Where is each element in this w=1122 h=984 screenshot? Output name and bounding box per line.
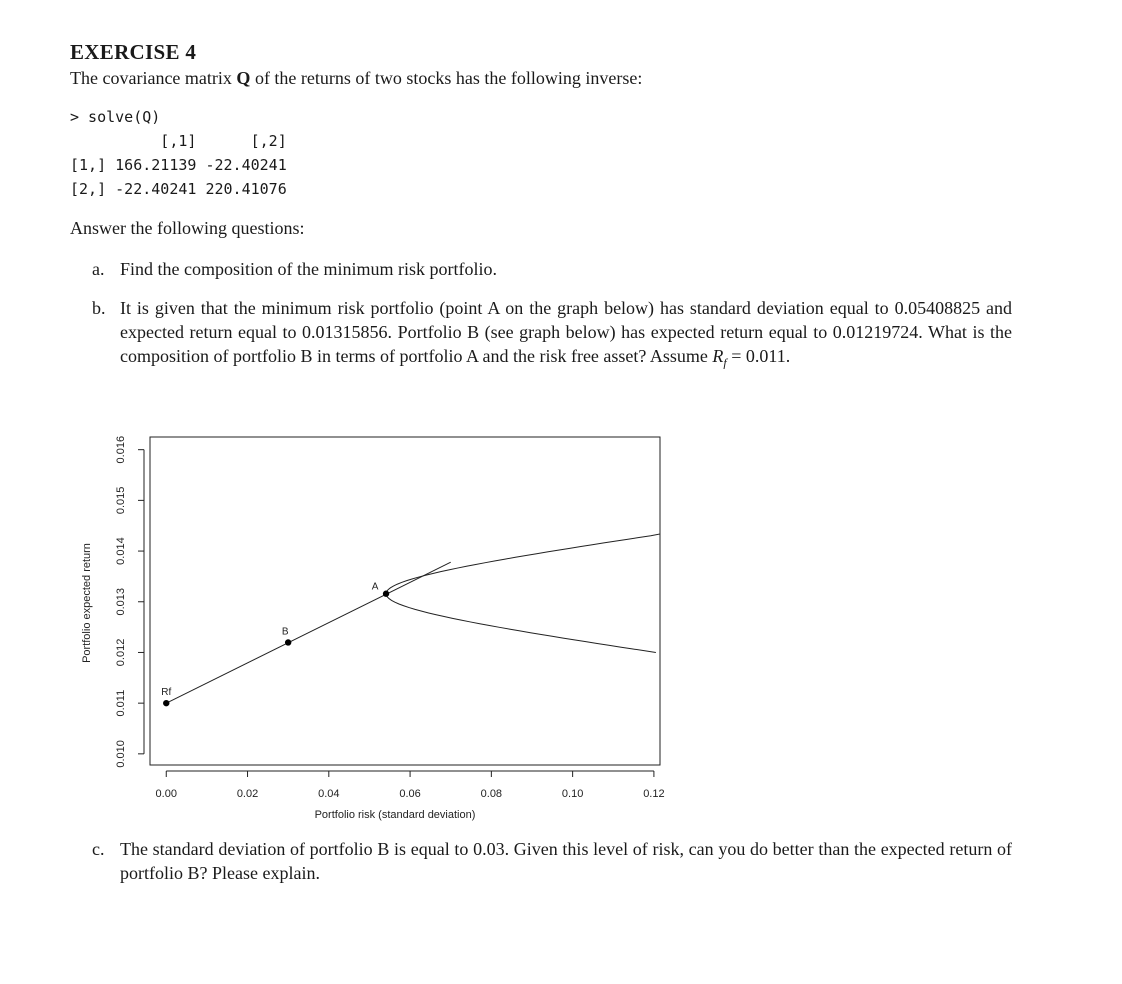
question-c-text: The standard deviation of portfolio B is equal to 0.03. Given this level of risk, can you do better than the expected return of portfolio B? Please explain.: [120, 839, 1012, 883]
y-tick-label: 0.010: [115, 740, 127, 768]
point-b: [285, 639, 291, 645]
x-tick-label: 0.12: [643, 788, 665, 800]
y-tick-label: 0.012: [115, 638, 127, 667]
x-tick-label: 0.08: [480, 788, 503, 800]
point-label-a: A: [371, 581, 379, 593]
efficient-frontier-chart: [60, 420, 680, 830]
x-tick-label: 0.02: [236, 788, 259, 800]
question-c: [92, 837, 1012, 885]
question-c-label: c.: [92, 839, 105, 859]
exercise-intro: The covariance matrix Q of the returns of two stocks has the following inverse:: [70, 68, 643, 88]
x-tick-label: 0.06: [399, 788, 421, 800]
y-tick-label: 0.011: [115, 689, 127, 717]
y-tick-label: 0.015: [115, 486, 127, 515]
y-tick-label: 0.016: [115, 435, 127, 464]
plot-frame: [150, 437, 660, 765]
question-a: [92, 257, 1012, 281]
x-tick-label: 0.04: [318, 788, 340, 800]
point-a: [383, 591, 389, 597]
y-tick-label: 0.013: [115, 587, 127, 616]
y-tick-label: 0.014: [115, 537, 127, 565]
y-axis-label: Portfolio expected return: [81, 543, 93, 663]
question-a-text: Find the composition of the minimum risk portfolio.: [120, 259, 497, 279]
capital-allocation-line: [166, 562, 450, 703]
question-a-label: a.: [92, 259, 105, 279]
efficient-frontier-curve: [386, 437, 660, 652]
x-axis-label: Portfolio risk (standard deviation): [314, 809, 476, 821]
rf-symbol: $R_f$: [712, 346, 727, 370]
code-line-4: [2,] -22.40241 220.41076: [70, 180, 287, 198]
question-b: [92, 296, 1012, 375]
code-line-3: [1,] 166.21139 -22.40241: [70, 156, 287, 174]
point-label-rf: Rf: [161, 687, 172, 699]
point-label-b: B: [281, 626, 289, 638]
question-b-label: b.: [92, 298, 106, 318]
code-line-2: [,1] [,2]: [70, 132, 287, 150]
point-rf: [163, 700, 169, 706]
question-b-body: [120, 296, 1012, 375]
x-tick-label: 0.00: [155, 788, 177, 800]
questions-prompt: Answer the following questions:: [70, 218, 305, 238]
x-tick-label: 0.10: [561, 788, 584, 800]
code-line-1: > solve(Q): [70, 108, 161, 126]
question-b-text: It is given that the minimum risk portfolio (point A on the graph below) has standard deviation equal to 0.05408825 and expected return equal to 0.01315856. Portfolio B (see graph below) has expected return equal to 0.01219724. What is the composition of portfolio B in terms of portfolio A and the risk free asset? Assume: [120, 298, 1012, 366]
rf-value: = 0.011.: [731, 346, 791, 366]
exercise-title: EXERCISE 4: [70, 40, 197, 64]
